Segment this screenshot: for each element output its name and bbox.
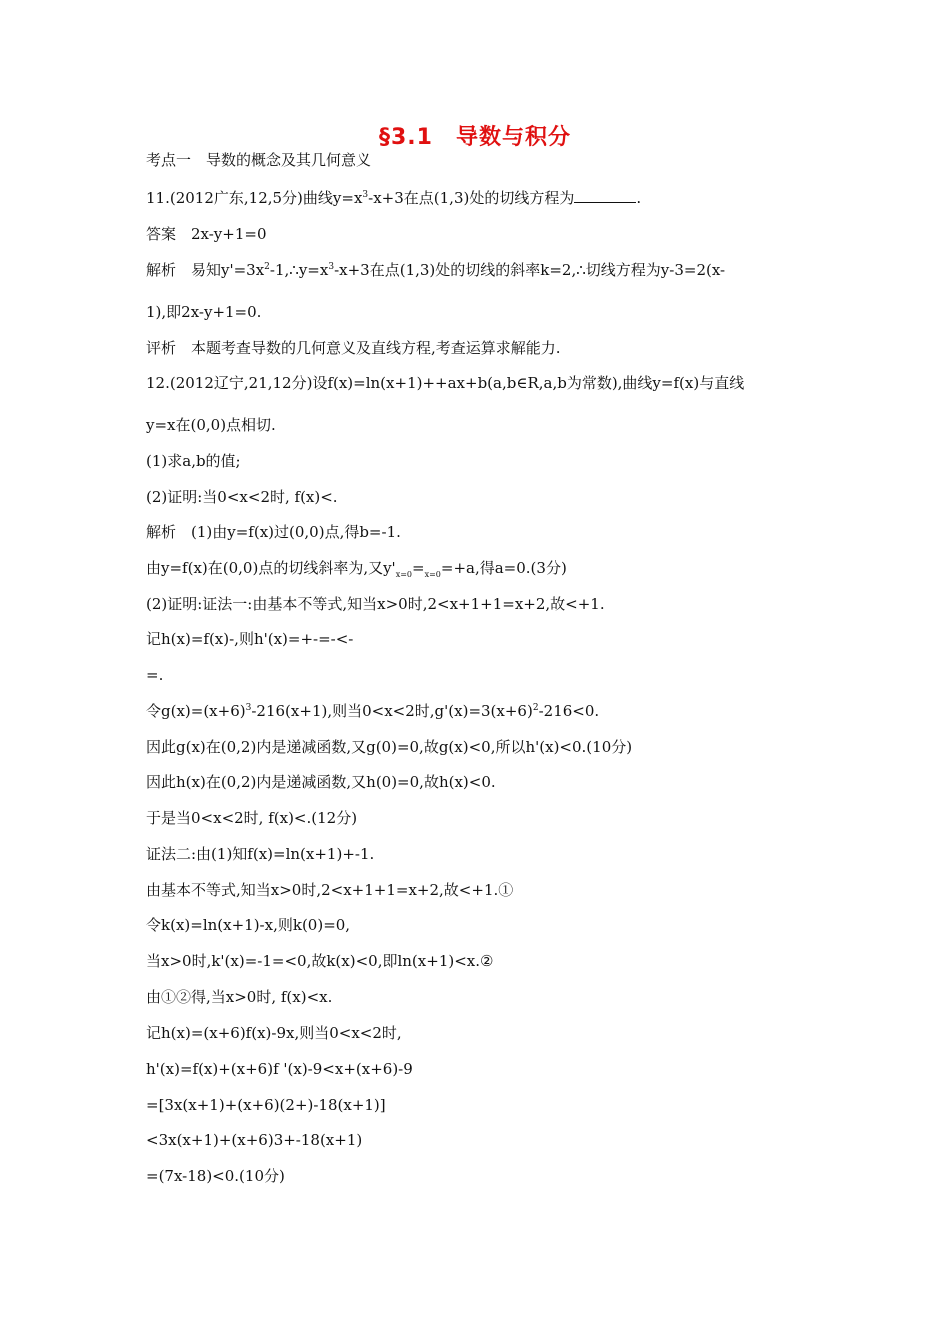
solution-12-19: =(7x-18)<0.(10分) — [146, 1167, 285, 1185]
solution-12-8: 因此h(x)在(0,2)内是递减函数,又h(0)=0,故h(x)<0. — [146, 773, 496, 791]
solution-11-exponent-1: 2 — [264, 262, 270, 272]
problem-11-text-b: -x+3在点(1,3)处的切线方程为 — [368, 189, 575, 207]
solution-12-10: 证法二:由(1)知f(x)=ln(x+1)+-1. — [146, 845, 375, 863]
problem-11-text-a: 11.(2012广东,12,5分)曲线y=x — [146, 189, 363, 207]
solution-12-2-text-b: =+a,得a=0.(3分) — [440, 559, 567, 577]
solution-12-6-exponent-2: 2 — [532, 703, 539, 713]
solution-12-2-subscript-2: x=0 — [424, 570, 441, 579]
solution-12-15: 记h(x)=(x+6)f(x)-9x,则当0<x<2时, — [146, 1024, 402, 1042]
solution-12-18: <3x(x+1)+(x+6)3+-18(x+1) — [146, 1131, 363, 1149]
solution-12-13: 当x>0时,k'(x)=-1=<0,故k(x)<0,即ln(x+1)<x.② — [146, 952, 494, 970]
solution-12-16: h'(x)=f(x)+(x+6)f '(x)-9<x+(x+6)-9 — [146, 1060, 413, 1078]
problem-12-part2: (2)证明:当0<x<2时, f(x)<. — [146, 488, 338, 506]
solution-12-11: 由基本不等式,知当x>0时,2<x+1+1=x+2,故<+1.① — [146, 881, 514, 899]
problem-12-part1: (1)求a,b的值; — [146, 452, 241, 470]
solution-12-9: 于是当0<x<2时, f(x)<.(12分) — [146, 809, 358, 827]
page-title: §3.1 导数与积分 — [379, 125, 571, 150]
answer-11: 答案 2x-y+1=0 — [146, 225, 267, 243]
solution-12-6-exponent-1: 3 — [245, 703, 252, 713]
solution-12-4: 记h(x)=f(x)-,则h'(x)=+-=-<- — [146, 630, 354, 648]
solution-11-b: 1),即2x-y+1=0. — [146, 303, 262, 321]
solution-11-text-c: -x+3在点(1,3)处的切线的斜率k=2,∴切线方程为y-3=2(x- — [334, 261, 726, 279]
section-heading: 考点一 导数的概念及其几何意义 — [146, 151, 372, 169]
solution-11-text-a: 解析 易知y'=3x — [146, 261, 265, 279]
solution-12-2 — [146, 558, 826, 578]
comment-11: 评析 本题考查导数的几何意义及直线方程,考查运算求解能力. — [146, 339, 561, 357]
solution-12-6-text-c: -216<0. — [538, 702, 600, 720]
problem-12-b: y=x在(0,0)点相切. — [146, 416, 276, 434]
answer-blank — [574, 188, 636, 203]
solution-12-12: 令k(x)=ln(x+1)-x,则k(0)=0, — [146, 916, 351, 934]
problem-11-exponent: 3 — [362, 190, 369, 200]
solution-12-2-subscript-1: x=0 — [395, 570, 412, 579]
solution-11-a — [146, 260, 826, 280]
solution-12-3: (2)证明:证法一:由基本不等式,知当x>0时,2<x+1+1=x+2,故<+1. — [146, 595, 605, 613]
solution-12-6-text-a: 令g(x)=(x+6) — [146, 702, 246, 720]
solution-12-5: =. — [146, 666, 164, 684]
solution-12-2-text-a: 由y=f(x)在(0,0)点的切线斜率为,又y' — [146, 559, 396, 577]
problem-11-period: . — [636, 189, 642, 207]
solution-12-17: =[3x(x+1)+(x+6)(2+)-18(x+1)] — [146, 1096, 386, 1114]
solution-12-1: 解析 (1)由y=f(x)过(0,0)点,得b=-1. — [146, 523, 401, 541]
solution-12-6 — [146, 701, 826, 721]
solution-12-2-equals: = — [412, 559, 425, 577]
problem-11 — [146, 188, 826, 208]
solution-12-7: 因此g(x)在(0,2)内是递减函数,又g(0)=0,故g(x)<0,所以h'(x)<0.(10分) — [146, 738, 633, 756]
problem-12-a: 12.(2012辽宁,21,12分)设f(x)=ln(x+1)++ax+b(a,b∈R,a,b为常数),曲线y=f(x)与直线 — [146, 374, 745, 392]
solution-11-text-b: -1,∴y=x — [269, 261, 329, 279]
solution-12-14: 由①②得,当x>0时, f(x)<x. — [146, 988, 333, 1006]
solution-11-exponent-2: 3 — [328, 262, 335, 272]
solution-12-6-text-b: -216(x+1),则当0<x<2时,g'(x)=3(x+6) — [251, 702, 533, 720]
